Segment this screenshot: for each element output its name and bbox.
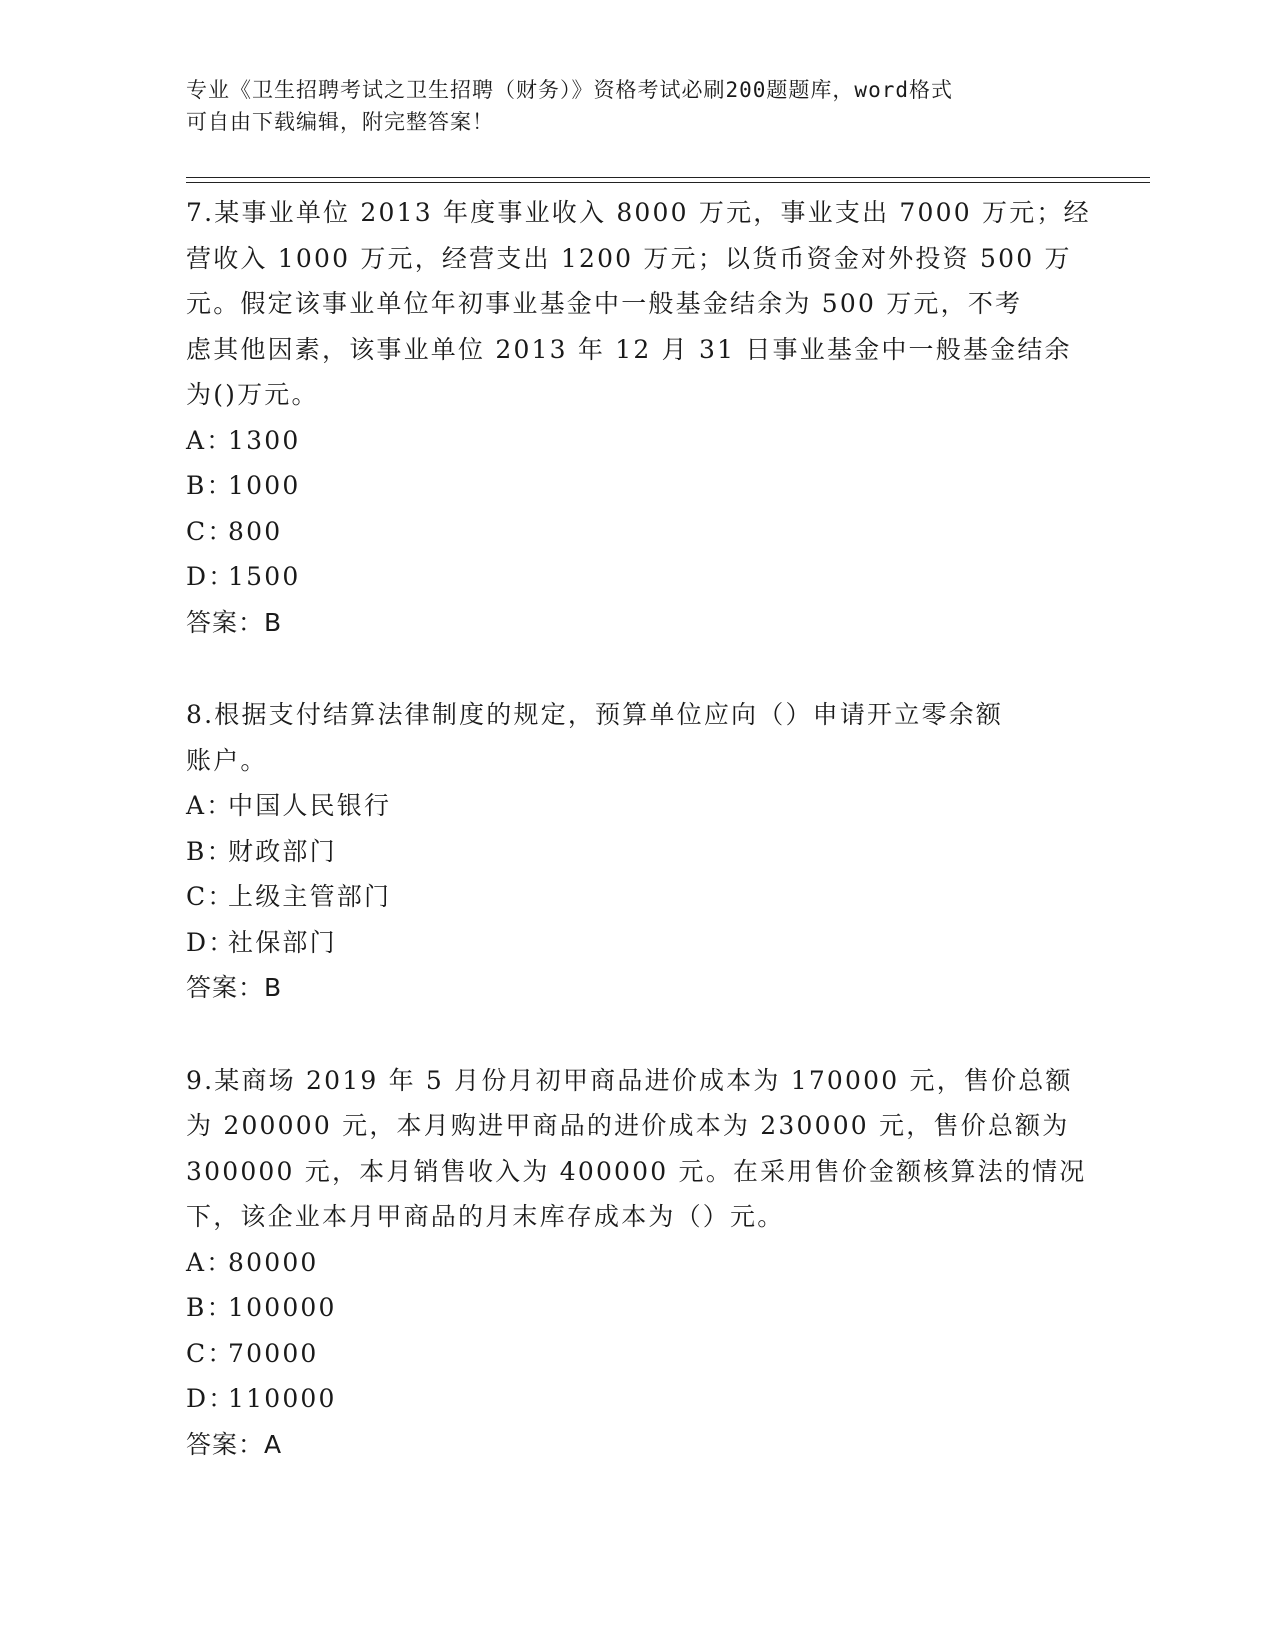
question-line: 为 200000 元，本月购进甲商品的进价成本为 230000 元，售价总额为 <box>186 1111 1070 1140</box>
question-line: 7.某事业单位 2013 年度事业收入 8000 万元，事业支出 7000 万元；经 <box>186 198 1091 227</box>
question-7 <box>186 190 1091 645</box>
question-line: 8.根据支付结算法律制度的规定，预算单位应向（）申请开立零余额 <box>186 700 1004 729</box>
option-letter: C： <box>186 1338 235 1368</box>
question-line: 为()万元。 <box>186 380 319 409</box>
answer-line: 答案：B <box>186 607 283 637</box>
option-letter: D： <box>186 562 236 591</box>
option-letter: A： <box>186 791 234 820</box>
question-line: 元。假定该事业单位年初事业基金中一般基金结余为 500 万元，不考 <box>186 289 1023 318</box>
option-d <box>186 554 1086 600</box>
option-letter: B： <box>186 836 234 866</box>
answer-line: 答案：B <box>186 973 283 1002</box>
option-text: 70000 <box>228 1338 319 1368</box>
question-text <box>186 1058 1086 1240</box>
option-text: 100000 <box>228 1293 337 1322</box>
option-a <box>186 418 1086 464</box>
option-letter: B： <box>186 1293 234 1322</box>
question-line: 300000 元，本月销售收入为 400000 元。在采用售价金额核算法的情况 <box>186 1156 1087 1186</box>
answer-line: 答案：A <box>186 1429 283 1459</box>
option-letter: C： <box>186 516 235 546</box>
header-line-2: 可自由下载编辑，附完整答案！ <box>186 110 494 134</box>
option-text: 110000 <box>228 1384 337 1413</box>
header-divider-top <box>186 177 1150 178</box>
header-line-1: 专业《卫生招聘考试之卫生招聘（财务）》资格考试必刷200题题库，word格式 <box>186 78 953 102</box>
question-line: 营收入 1000 万元，经营支出 1200 万元；以货币资金对外投资 500 万 <box>186 243 1072 273</box>
document-header <box>186 74 1066 138</box>
question-line: 9.某商场 2019 年 5 月份月初甲商品进价成本为 170000 元，售价总额 <box>186 1065 1073 1095</box>
option-text: 80000 <box>228 1247 319 1277</box>
option-d <box>186 1376 1086 1422</box>
option-text: 800 <box>228 516 283 546</box>
option-c <box>186 1331 1086 1377</box>
question-8 <box>186 692 1086 1011</box>
option-letter: D： <box>186 927 236 957</box>
option-letter: A： <box>186 425 234 455</box>
option-text: 财政部门 <box>228 836 337 866</box>
option-d <box>186 920 1086 966</box>
option-a <box>186 783 1086 829</box>
option-text: 上级主管部门 <box>228 882 392 911</box>
option-b <box>186 1285 1086 1331</box>
question-list <box>186 190 1091 1514</box>
option-c <box>186 509 1086 555</box>
question-9 <box>186 1058 1086 1468</box>
option-text: 1500 <box>228 562 301 591</box>
question-line: 虑其他因素，该事业单位 2013 年 12 月 31 日事业基金中一般基金结余 <box>186 334 1072 364</box>
question-line: 下，该企业本月甲商品的月末库存成本为（）元。 <box>186 1202 785 1231</box>
option-letter: D： <box>186 1384 236 1413</box>
option-b <box>186 829 1086 875</box>
question-text <box>186 190 1091 418</box>
option-a <box>186 1240 1086 1286</box>
option-letter: C： <box>186 882 235 911</box>
question-text <box>186 692 1086 783</box>
option-c <box>186 874 1086 920</box>
option-letter: A： <box>186 1247 234 1277</box>
option-text: 1300 <box>228 425 301 455</box>
question-line: 账户。 <box>186 745 268 775</box>
option-text: 社保部门 <box>228 927 337 957</box>
option-text: 中国人民银行 <box>228 791 392 820</box>
option-text: 1000 <box>228 471 301 500</box>
header-divider-bottom <box>186 182 1150 183</box>
option-b <box>186 463 1086 509</box>
option-letter: B： <box>186 471 234 500</box>
